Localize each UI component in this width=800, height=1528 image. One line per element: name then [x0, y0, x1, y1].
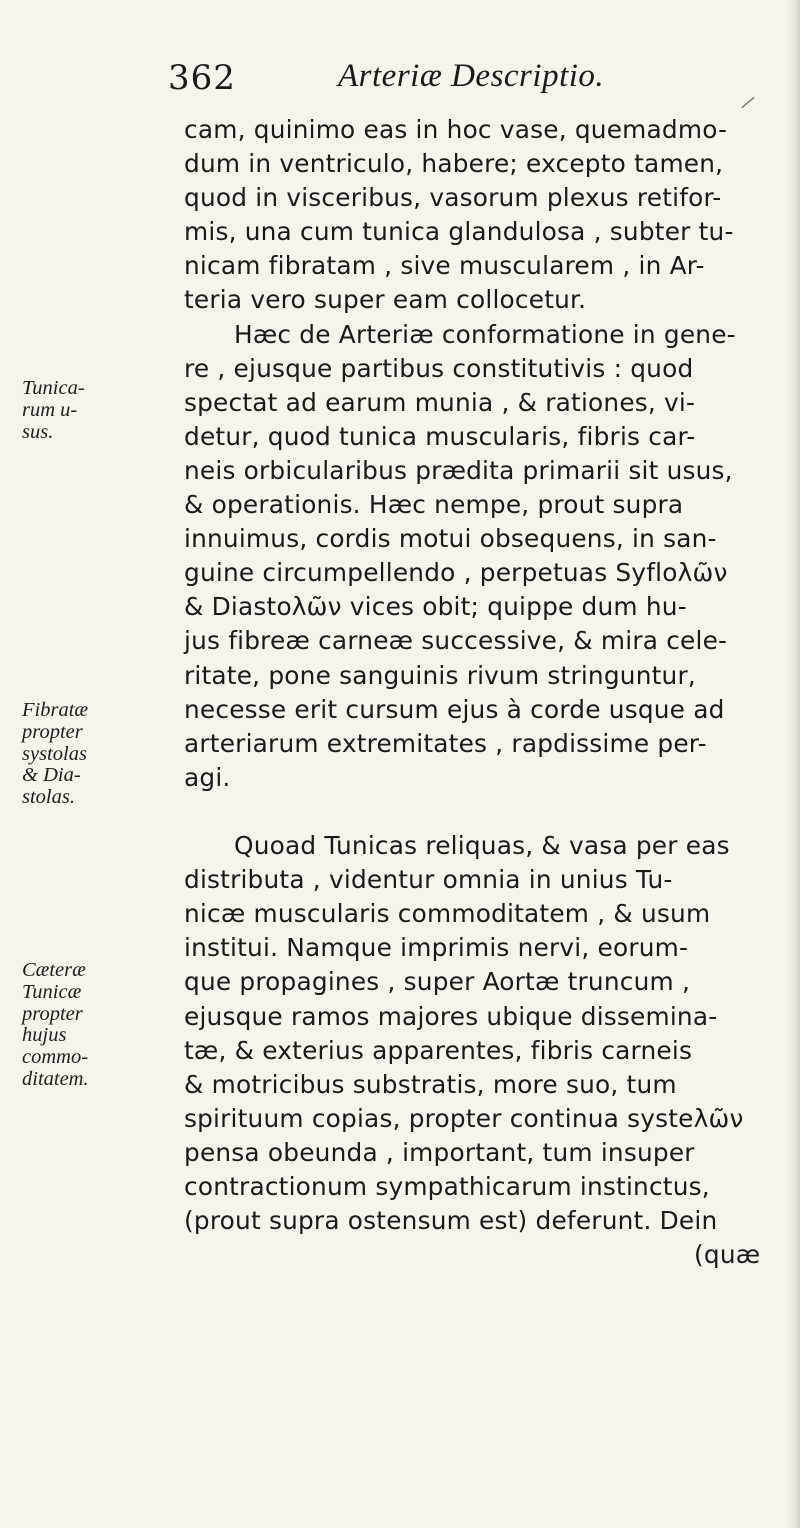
text-line: innuimus, cordis motui obsequens, in san- — [184, 524, 717, 554]
margin-note-line: propter — [22, 720, 83, 743]
margin-note-line: propter — [22, 1002, 83, 1025]
text-line: mis, una cum tunica glandulosa , subter tu- — [184, 217, 734, 247]
paragraph-1 — [184, 113, 774, 318]
text-line: dum in ventriculo, habere; excepto tamen, — [184, 149, 724, 179]
text-line: detur, quod tunica muscularis, fibris car- — [184, 421, 696, 451]
text-line: spectat ad earum munia , & rationes, vi- — [184, 387, 696, 417]
page-header — [0, 58, 800, 108]
text-line: pensa obeunda , important, tum insuper — [184, 1137, 695, 1167]
margin-note-line: Tunicæ — [22, 980, 82, 1003]
text-line: nicæ muscularis commoditatem , & usum — [184, 899, 711, 929]
text-line: Quoad Tunicas reliquas, & vasa per eas — [234, 831, 730, 861]
margin-note-line: hujus — [22, 1024, 67, 1047]
margin-note-line: stolas. — [22, 786, 75, 809]
page-edge-shadow — [786, 0, 800, 1528]
margin-note-line: sus. — [22, 420, 54, 443]
margin-note-line: systolas — [22, 742, 87, 765]
text-line: contractionum sympathicarum instinctus, — [184, 1172, 710, 1201]
margin-note-tunicarum-usus — [22, 378, 182, 443]
paragraph-gap — [184, 795, 774, 829]
text-line: neis orbicularibus prædita primarii sit usus, — [184, 455, 733, 485]
margin-note-line: rum u- — [22, 398, 78, 421]
text-line: necesse erit cursum ejus à corde usque ad — [184, 694, 725, 724]
margin-note-line: Fibratæ — [22, 699, 89, 721]
text-line: quod in visceribus, vasorum plexus retifor- — [184, 183, 722, 213]
margin-note-line: & Dia- — [22, 764, 81, 787]
margin-note-line: Tunica- — [22, 377, 85, 399]
body-text — [184, 113, 774, 1272]
text-line: re , ejusque partibus constitutivis : quod — [184, 353, 694, 383]
margin-note-line: Cæteræ — [22, 959, 86, 981]
text-line: que propagines , super Aortæ truncum , — [184, 967, 691, 997]
text-line: distributa , videntur omnia in unius Tu- — [184, 865, 673, 895]
margin-note-ceterae-tunicae — [22, 960, 182, 1091]
text-line: & motricibus substratis, more suo, tum — [184, 1069, 677, 1099]
text-line: & Diastoλῶν vices obit; quippe dum hu- — [184, 592, 687, 622]
text-line: institui. Namque imprimis nervi, eorum- — [184, 933, 689, 963]
text-line: jus fibreæ carneæ successive, & mira cele- — [184, 626, 728, 656]
page-number: 362 — [168, 58, 236, 98]
text-line: teria vero super eam collocetur. — [184, 285, 587, 315]
margin-note-line: ditatem. — [22, 1067, 89, 1090]
paragraph-2 — [184, 318, 774, 795]
margin-note-line: commo- — [22, 1046, 89, 1069]
catchword: (quæ — [694, 1240, 761, 1270]
text-line: (prout supra ostensum est) deferunt. Dein — [184, 1206, 718, 1236]
text-line: spirituum copias, propter continua systeλῶν — [184, 1103, 744, 1133]
margin-note-fibratae — [22, 700, 182, 809]
text-line: nicam fibratam , sive muscularem , in Ar- — [184, 251, 705, 281]
text-line: & operationis. Hæc nempe, prout supra — [184, 490, 684, 520]
text-line: cam, quinimo eas in hoc vase, quemadmo- — [184, 115, 728, 144]
text-line: tæ, & exterius apparentes, fibris carneis — [184, 1035, 693, 1065]
running-head: Arteriæ Descriptio. — [338, 58, 605, 94]
text-line: guine circumpellendo , perpetuas Syfloλῶν — [184, 558, 728, 588]
text-line: ejusque ramos majores ubique dissemina- — [184, 1001, 718, 1031]
text-line: ritate, pone sanguinis rivum stringuntur, — [184, 660, 696, 690]
text-line: agi. — [184, 762, 231, 792]
text-line: arteriarum extremitates , rapdissime per- — [184, 728, 707, 758]
paragraph-3 — [184, 829, 774, 1272]
text-line: Hæc de Arteriæ conformatione in gene- — [234, 319, 736, 349]
